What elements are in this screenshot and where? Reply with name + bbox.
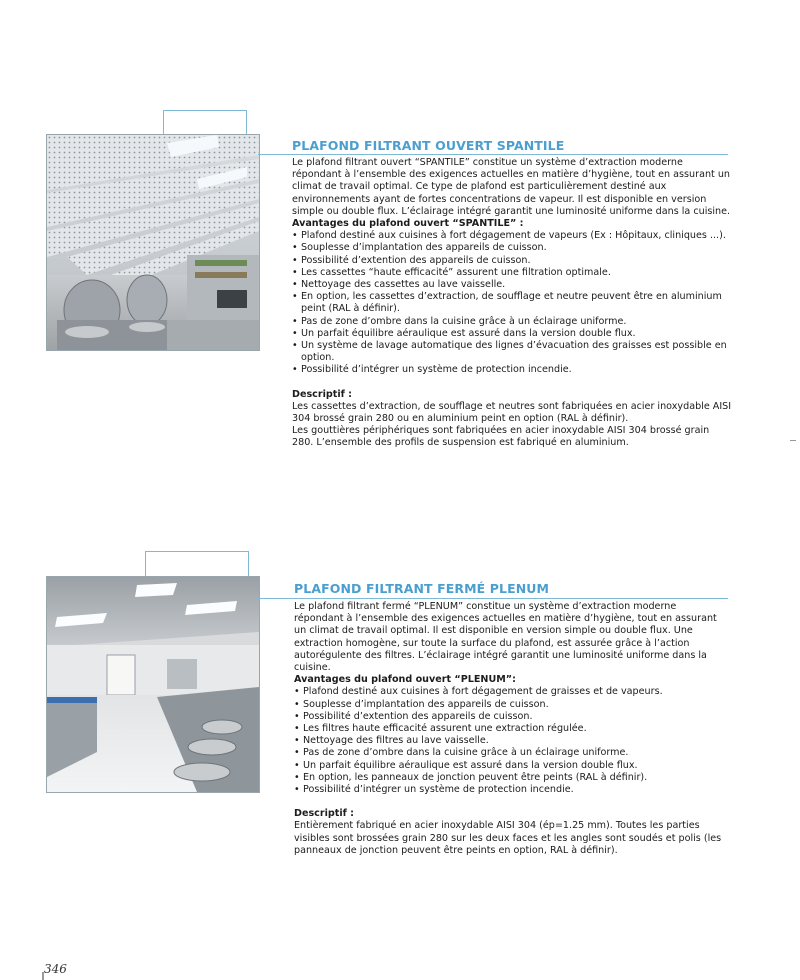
list-item: • Nettoyage des cassettes au lave vaisselle. [292,279,732,291]
section-2-descriptif-heading: Descriptif : [294,808,354,820]
section-1-descriptif-heading: Descriptif : [292,388,352,400]
page-number: 346 [44,962,67,976]
section-2-body [294,601,726,857]
section-1-descriptif-line: Les cassettes d’extraction, de soufflage et neutres sont fabriquées en acier inoxydable AISI 304 brossé grain 280 ou en aluminium peint en option (RAL à définir). [292,400,732,425]
section-1-photo-open-ceiling-kitchen [46,134,260,351]
list-item: • Les cassettes “haute efficacité” assurent une filtration optimale. [292,267,732,279]
list-item: • Nettoyage des filtres au lave vaisselle. [294,735,726,747]
list-item: • Possibilité d’intégrer un système de protection incendie. [292,364,732,376]
section-1-advantages-list [292,230,732,376]
list-item: • Pas de zone d’ombre dans la cuisine grâce à un éclairage uniforme. [292,316,732,328]
list-item: • Plafond destiné aux cuisines à fort dégagement de graisses et de vapeurs. [294,686,726,698]
section-2-photo-closed-ceiling-kitchen [46,576,260,793]
section-1-advantages-heading: Avantages du plafond ouvert “SPANTILE” : [292,218,524,230]
section-2-advantages-list [294,686,726,796]
list-item: • Possibilité d’intégrer un système de protection incendie. [294,784,726,796]
kitchen-plenum-illustration [47,577,259,792]
list-item: • Un parfait équilibre aéraulique est assuré dans la version double flux. [292,328,732,340]
section-2-advantages-heading: Avantages du plafond ouvert “PLENUM”: [294,674,516,686]
list-item: • Possibilité d’extention des appareils de cuisson. [294,711,726,723]
section-1-bracket [163,110,247,135]
section-1-title: PLAFOND FILTRANT OUVERT SPANTILE [292,138,565,153]
list-item: • En option, les panneaux de jonction peuvent être peints (RAL à définir). [294,772,726,784]
margin-mark [790,440,796,441]
section-2-title-rule [258,598,728,599]
list-item: • Un parfait équilibre aéraulique est assuré dans la version double flux. [294,760,726,772]
decorative-swoosh [392,0,632,48]
list-item: • Souplesse d’implantation des appareils de cuisson. [294,699,726,711]
list-item: • Les filtres haute efficacité assurent une extraction régulée. [294,723,726,735]
list-item: • Plafond destiné aux cuisines à fort dégagement de vapeurs (Ex : Hôpitaux, cliniques ...). [292,230,732,242]
section-2-title: PLAFOND FILTRANT FERMÉ PLENUM [294,581,550,596]
list-item: • Souplesse d’implantation des appareils de cuisson. [292,242,732,254]
section-2-bracket [145,551,249,577]
list-item: • En option, les cassettes d’extraction, de soufflage et neutre peuvent être en aluminium peint (RAL à définir). [292,291,732,315]
section-1-intro: Le plafond filtrant ouvert “SPANTILE” constitue un système d’extraction moderne répondant à l’ensemble des exigences actuelles en matière d’hygiène, tout en assurant un climat de travail optimal. Ce type de plafond est particulièrement destiné aux environnements ayant de fortes concentrations de vapeur. Il est disponible en version simple ou double flux. L’éclairage intégré garantit une luminosité uniforme dans la cuisine. [292,157,731,217]
list-item: • Possibilité d’extention des appareils de cuisson. [292,255,732,267]
list-item: • Un système de lavage automatique des lignes d’évacuation des graisses est possible en option. [292,340,732,364]
section-2-intro: Le plafond filtrant fermé “PLENUM” constitue un système d’extraction moderne répondant à l’ensemble des exigences actuelles en matière d’hygiène, tout en assurant un climat de travail optimal. Il est disponible en version simple ou double flux. Une extraction homogène, sur toute la surface du plafond, est assurée grâce à l’action autorégulente des filtres. L’éclairage intégré garantit une luminosité uniforme dans la cuisine. [294,601,717,674]
section-2-descriptif-line: Entièrement fabriqué en acier inoxydable AISI 304 (ép=1.25 mm). Toutes les parties visibles sont brossées grain 280 sur les deux faces et les angles sont soudés et polis (les panneaux de jonction peuvent être peints en option, RAL à définir). [294,820,722,856]
kitchen-ceiling-illustration [47,135,259,350]
section-1-body [292,157,732,450]
section-1-descriptif-line: Les gouttières périphériques sont fabriquées en acier inoxydable AISI 304 brossé grain 280. L’ensemble des profils de suspension est fabriqué en aluminium. [292,425,710,449]
section-1-title-rule [258,154,728,155]
list-item: • Pas de zone d’ombre dans la cuisine grâce à un éclairage uniforme. [294,747,726,759]
